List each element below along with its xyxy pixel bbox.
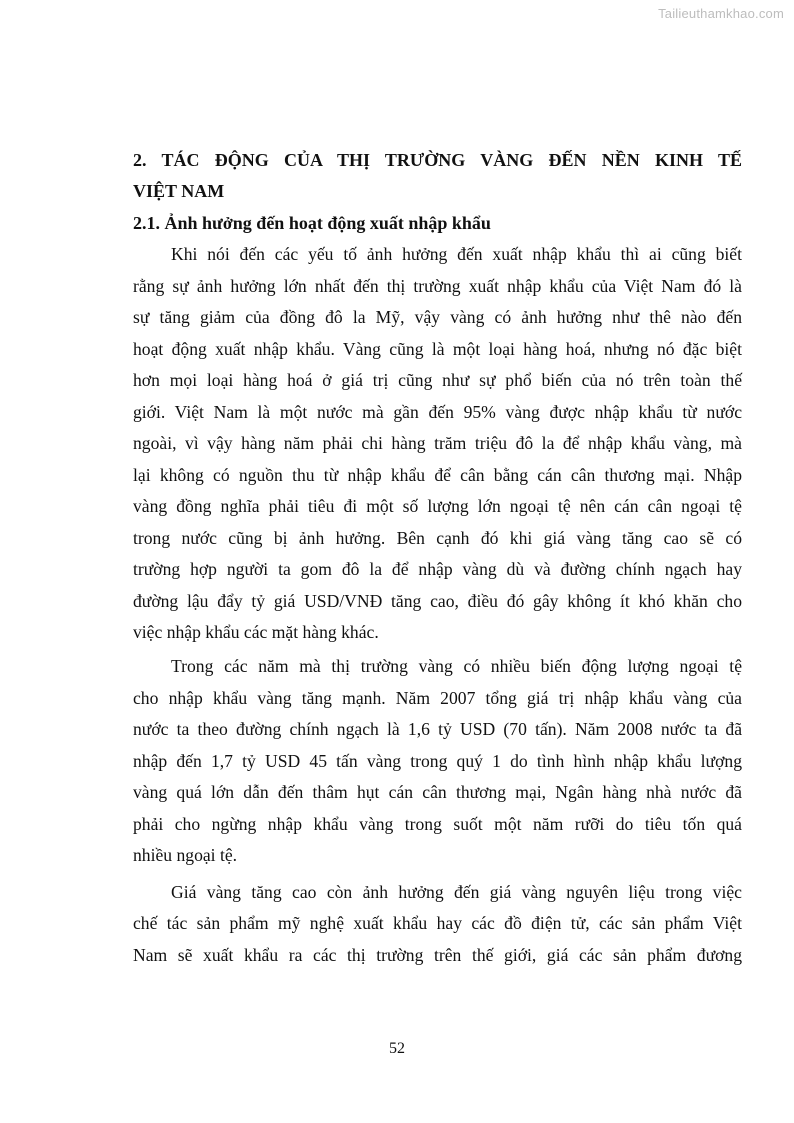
paragraph-1-line: đường lậu đẩy tỷ giá USD/VNĐ tăng cao, điều đó gây không ít khó khăn cho (133, 591, 742, 611)
paragraph-1-line: việc nhập khẩu các mặt hàng khác. (133, 622, 379, 642)
paragraph-2-line: cho nhập khẩu vàng tăng mạnh. Năm 2007 tổng giá trị nhập khẩu vàng của (133, 688, 742, 708)
subsection-heading: 2.1. Ảnh hưởng đến hoạt động xuất nhập khẩu (133, 213, 491, 233)
paragraph-1-line: hơn mọi loại hàng hoá ở giá trị cũng như sự phổ biến của nó trên toàn thế (133, 370, 742, 390)
paragraph-3-line: Nam sẽ xuất khẩu ra các thị trường trên thế giới, giá các sản phẩm đương (133, 945, 742, 965)
paragraph-1-line: trong nước cũng bị ảnh hưởng. Bên cạnh đó khi giá vàng tăng cao sẽ có (133, 528, 742, 548)
paragraph-2-line: Trong các năm mà thị trường vàng có nhiều biến động lượng ngoại tệ (171, 656, 742, 676)
section-heading-line-1: 2. TÁC ĐỘNG CỦA THỊ TRƯỜNG VÀNG ĐẾN NỀN KINH TẾ (133, 150, 742, 170)
paragraph-3-line: chế tác sản phẩm mỹ nghệ xuất khẩu hay các đồ điện tử, các sản phẩm Việt (133, 913, 742, 933)
paragraph-1-line: hoạt động xuất nhập khẩu. Vàng cũng là một loại hàng hoá, nhưng nó đặc biệt (133, 339, 742, 359)
paragraph-2-line: vàng quá lớn dẫn đến thâm hụt cán cân thương mại, Ngân hàng nhà nước đã (133, 782, 742, 802)
page-number: 52 (389, 1040, 405, 1057)
paragraph-2-line: nhập đến 1,7 tỷ USD 45 tấn vàng trong quý 1 do tình hình nhập khẩu lượng (133, 751, 742, 771)
paragraph-1-line: rằng sự ảnh hưởng lớn nhất đến thị trường xuất nhập khẩu của Việt Nam đó là (133, 276, 742, 296)
paragraph-1-line: sự tăng giảm của đồng đô la Mỹ, vậy vàng có ảnh hưởng như thê nào đến (133, 307, 742, 327)
paragraph-1-line: lại không có nguồn thu từ nhập khẩu để cân bằng cán cân thương mại. Nhập (133, 465, 742, 485)
paragraph-1-line: giới. Việt Nam là một nước mà gần đến 95% vàng được nhập khẩu từ nước (133, 402, 742, 422)
paragraph-1-line: trường hợp người ta gom đô la để nhập vàng dù và đường chính ngạch hay (133, 559, 742, 579)
paragraph-1-line: ngoài, vì vậy hàng năm phải chi hàng trăm triệu đô la để nhập khẩu vàng, mà (133, 433, 742, 453)
paragraph-1-line: Khi nói đến các yếu tố ảnh hưởng đến xuất nhập khẩu thì ai cũng biết (171, 244, 742, 264)
watermark: Tailieuthamkhao.com (658, 6, 784, 21)
paragraph-2-line: nước ta theo đường chính ngạch là 1,6 tỷ USD (70 tấn). Năm 2008 nước ta đã (133, 719, 742, 739)
paragraph-3-line: Giá vàng tăng cao còn ảnh hưởng đến giá vàng nguyên liệu trong việc (171, 882, 742, 902)
paragraph-2-line: phải cho ngừng nhập khẩu vàng trong suốt một năm rưỡi do tiêu tốn quá (133, 814, 742, 834)
paragraph-2-line: nhiều ngoại tệ. (133, 845, 238, 865)
section-heading-line-2: VIỆT NAM (133, 181, 225, 201)
paragraph-1-line: vàng đồng nghĩa phải tiêu đi một số lượng lớn ngoại tệ nên cán cân ngoại tệ (133, 496, 742, 516)
